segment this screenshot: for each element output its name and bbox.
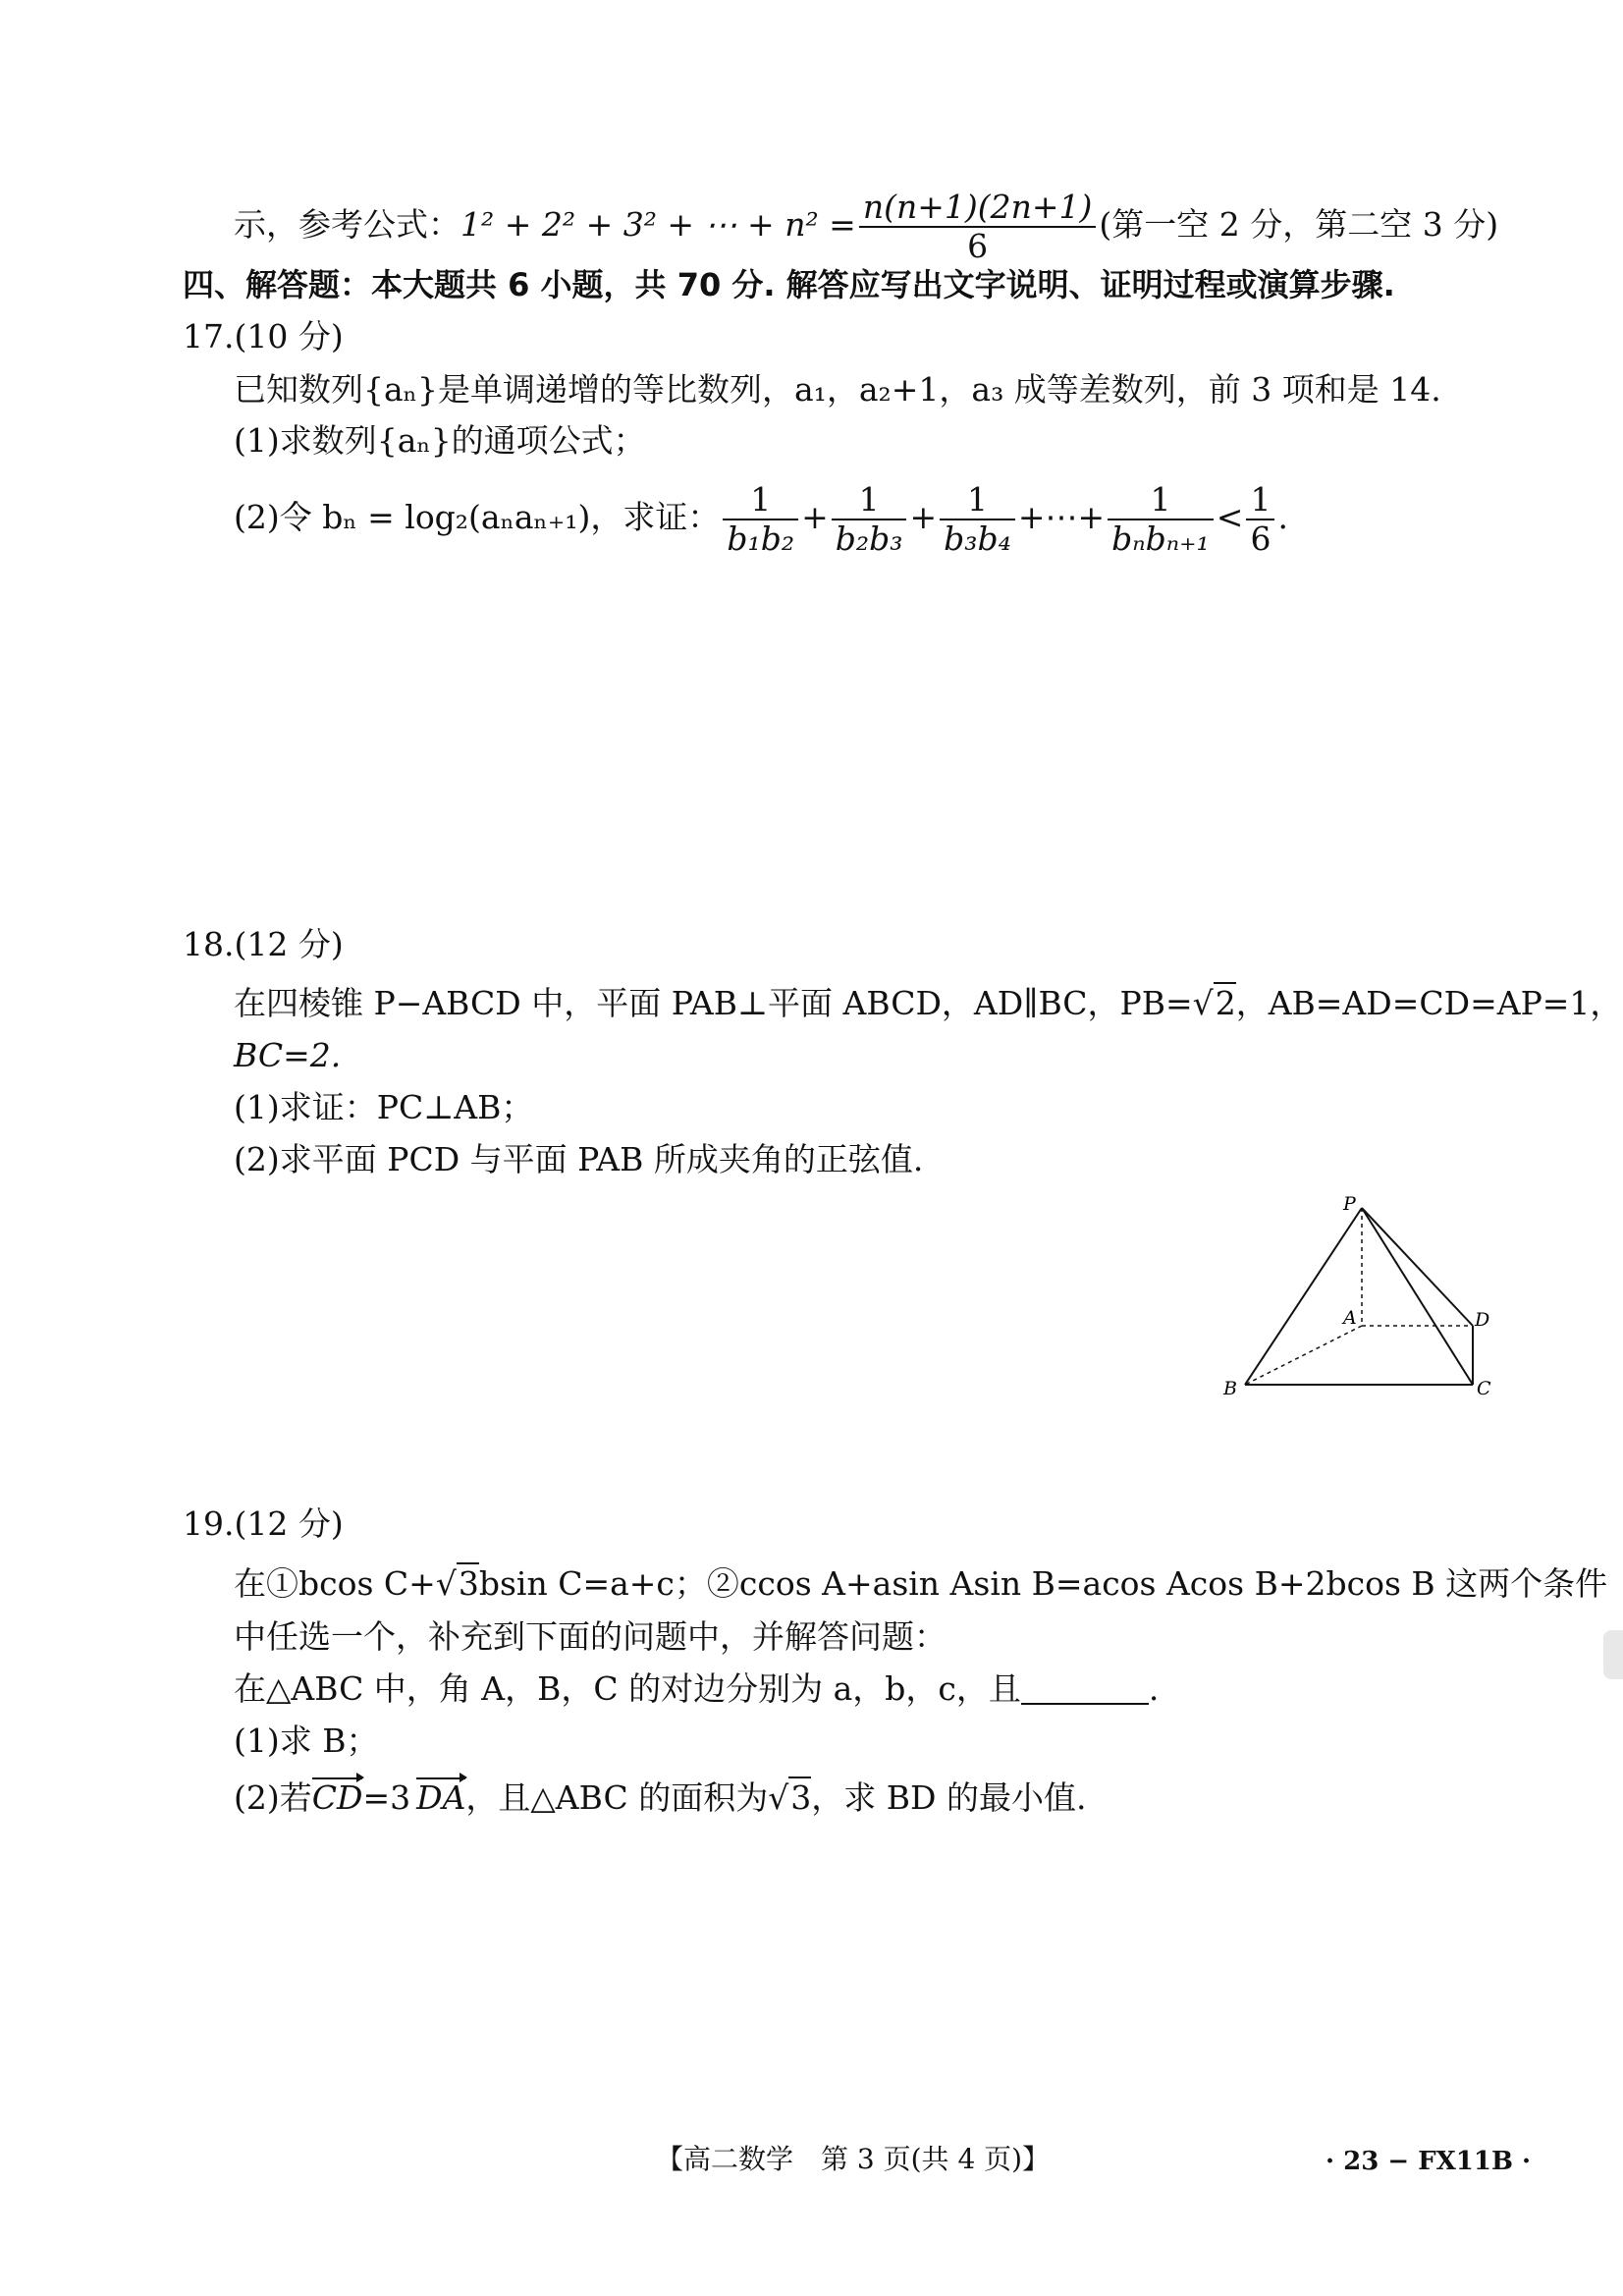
sum-of-squares-fraction [859,189,1097,265]
footer-page-info: 【高二数学 第 3 页(共 4 页)】 [656,2143,1051,2175]
q17-part2 [234,481,1288,558]
frac-5-den: 6 [1250,519,1271,558]
q18-number: 18.(12 分) [183,925,344,963]
frac-4-num: 1 [1108,481,1214,520]
fraction-denominator: 6 [967,226,989,265]
q19-line1-a: 在①bcos C+ [234,1564,436,1603]
q17-part2-prefix: (2)令 bₙ = log₂(aₙaₙ₊₁)，求证： [234,497,721,536]
q19-part2 [234,1778,1087,1817]
plus-sign: + [909,497,938,536]
frac-2-num: 1 [832,481,907,520]
q19-part2-b: =3 [362,1778,411,1817]
frac-2-den: b₂b₃ [835,519,903,558]
frac-3-den: b₃b₄ [944,519,1011,558]
q19-line1-b: bsin C=a+c；②ccos A+asin Asin B=acos Acos B+2bcos B 这两个条件 [478,1564,1608,1603]
frac-3 [940,481,1015,558]
vertex-label-A: A [1343,1307,1357,1329]
edge-PC [1362,1208,1473,1385]
frac-1-num: 1 [723,481,798,520]
ellipsis-plus: +⋯+ [1017,497,1106,536]
score-note: (第一空 2 分，第二空 3 分) [1099,204,1499,244]
frac-4 [1108,481,1214,558]
vector-DA: DA [416,1778,466,1817]
frac-3-num: 1 [940,481,1015,520]
frac-4-den: bₙbₙ₊₁ [1111,519,1210,558]
sqrt-sign: √ [768,1778,789,1817]
sqrt-sign: √ [1192,984,1214,1022]
q18-stem-a: 在四棱锥 P−ABCD 中，平面 PAB⊥平面 ABCD，AD∥BC，PB= [234,984,1193,1022]
frac-5 [1246,481,1274,558]
plus-sign: + [801,497,829,536]
frac-1 [723,481,798,558]
formula-lhs: 1² + 2² + 3² + ⋯ + n² = [460,204,856,244]
q19-part2-c: ，且△ABC 的面积为 [465,1778,769,1817]
sqrt-radicand: 2 [1215,984,1236,1022]
formula-hint-line [234,189,1498,265]
q18-part1: (1)求证：PC⊥AB； [234,1088,534,1126]
q19-part1: (1)求 B； [234,1722,379,1760]
q19-line2: 中任选一个，补充到下面的问题中，并解答问题： [234,1617,947,1656]
frac-5-num: 1 [1246,481,1274,520]
q18-part2: (2)求平面 PCD 与平面 PAB 所成夹角的正弦值. [234,1140,924,1178]
q19-line1 [234,1564,1608,1603]
vertex-label-D: D [1475,1309,1490,1331]
fraction-numerator: n(n+1)(2n+1) [859,189,1097,228]
sqrt-radicand: 3 [790,1778,812,1817]
scroll-edge-tab [1603,1630,1623,1679]
edge-PB [1245,1208,1362,1385]
sqrt-radicand: 3 [458,1564,479,1603]
formula-hint-prefix: 示，参考公式： [234,204,460,244]
period: . [1148,1669,1160,1708]
q17-stem: 已知数列{aₙ}是单调递增的等比数列，a₁，a₂+1，a₃ 成等差数列，前 3 项和是 14. [234,370,1441,409]
vertex-label-C: C [1477,1378,1491,1399]
vertex-label-B: B [1223,1378,1237,1399]
q19-line3 [234,1669,1160,1708]
edge-PD [1362,1208,1473,1326]
q19-part2-d: ，求 BD 的最小值. [811,1778,1087,1817]
section-heading: 四、解答题：本大题共 6 小题，共 70 分. 解答应写出文字说明、证明过程或演算步骤. [183,266,1395,303]
frac-1-den: b₁b₂ [727,519,795,558]
q19-part2-a: (2)若 [234,1778,312,1817]
vector-CD: CD [311,1778,363,1817]
vertex-label-P: P [1343,1193,1356,1215]
fill-in-blank [1021,1673,1149,1705]
q19-number: 19.(12 分) [183,1504,344,1543]
q18-stem-line1 [234,984,1623,1022]
less-than-sign: < [1216,497,1244,536]
q19-line3-text: 在△ABC 中，角 A，B，C 的对边分别为 a，b，c，且 [234,1669,1021,1708]
q18-stem-b: ，AB=AD=CD=AP=1， [1235,984,1623,1022]
footer-code: · 23 − FX11B · [1325,2147,1532,2176]
period: . [1277,497,1288,536]
edge-AB [1245,1326,1362,1385]
frac-2 [832,481,907,558]
sqrt-sign: √ [435,1564,457,1603]
pyramid-figure [1208,1188,1491,1414]
q18-stem-line2: BC=2. [234,1036,342,1074]
q17-number: 17.(10 分) [183,317,344,355]
q17-part1: (1)求数列{aₙ}的通项公式； [234,421,646,460]
